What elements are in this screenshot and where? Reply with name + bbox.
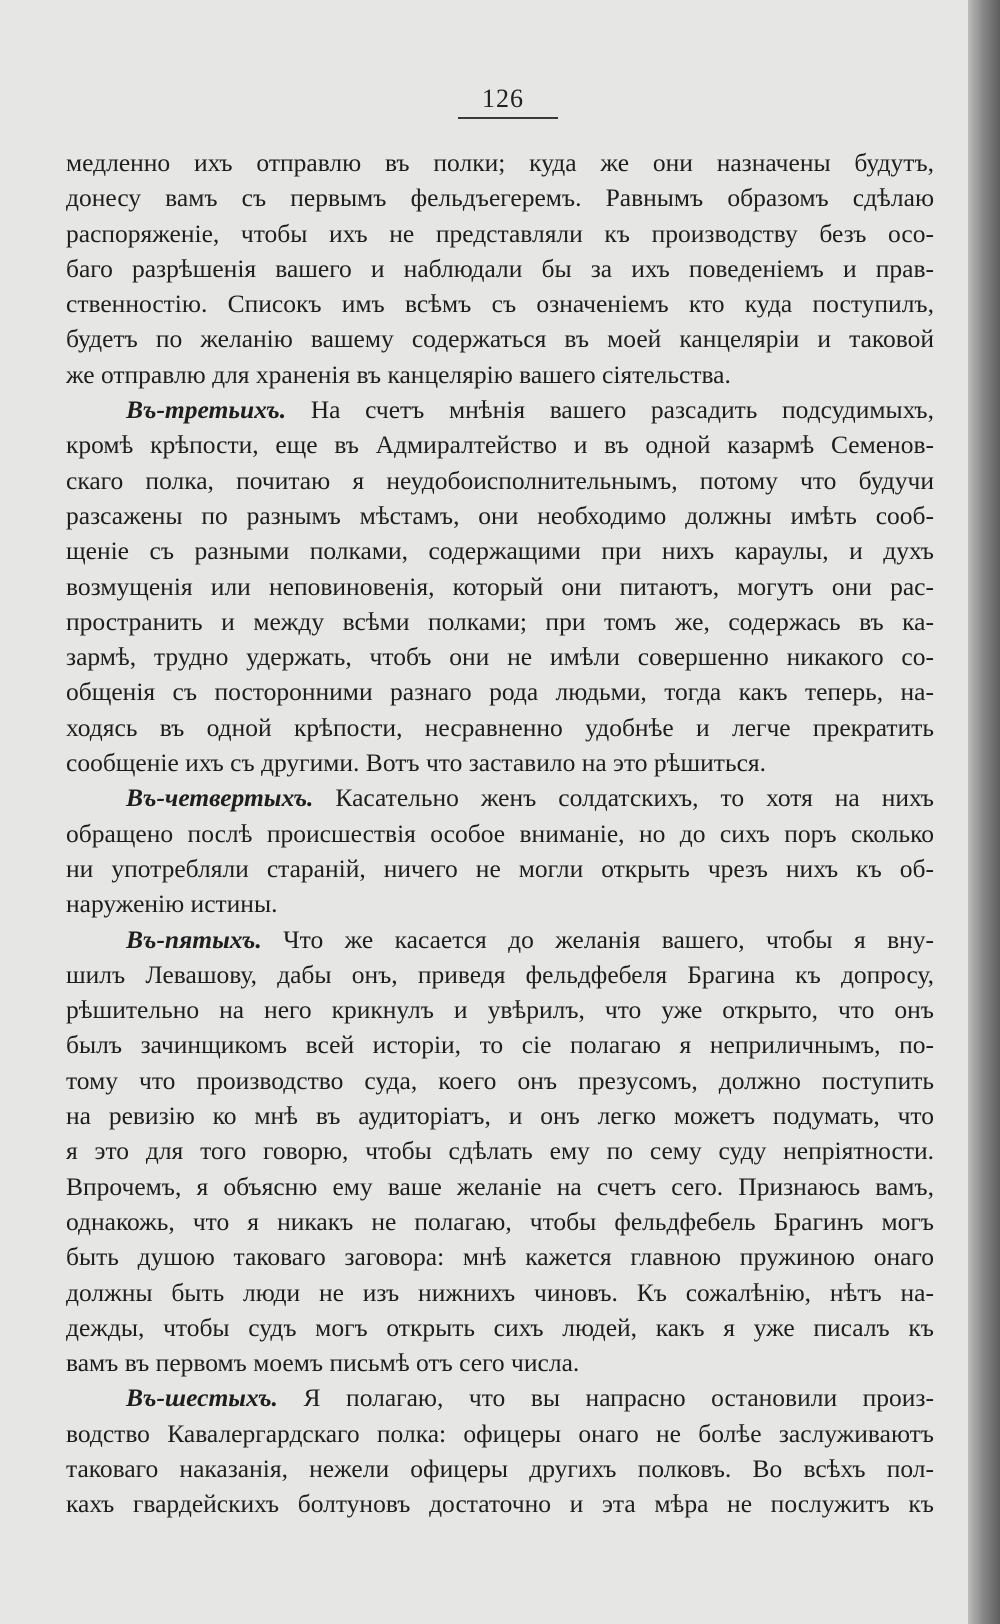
text-line: таковаго наказанія, нежели офицеры другихъ полковъ. Во всѣхъ пол- (66, 1453, 934, 1483)
text-line: шилъ Левашову, дабы онъ, приведя фельдфебеля Брагина къ допросу, (66, 959, 934, 989)
text-line: водство Кавалергардскаго полка: офицеры онаго не болѣе заслуживаютъ (66, 1418, 934, 1448)
text-line: вамъ въ первомъ моемъ письмѣ отъ сего числа. (66, 1348, 580, 1378)
body-text (66, 145, 934, 1522)
text-line: же отправлю для храненія въ канцелярію вашего сіятельства. (66, 359, 731, 389)
text-line: скаго полка, почитаю я неудобоисполнительнымъ, потому что будучи (66, 465, 934, 495)
text-line: дежды, чтобы судъ могъ открыть сихъ людей, какъ я уже писалъ къ (66, 1312, 934, 1342)
text-line: общенія съ посторонними разнаго рода людьми, тогда какъ теперь, на- (66, 677, 934, 707)
paragraph-start (66, 392, 934, 427)
paragraph-lead: Въ-четвертыхъ. (126, 783, 314, 813)
text-line: распоряженіе, чтобы ихъ не представляли къ производству безъ осо- (66, 218, 934, 248)
text-line: кромѣ крѣпости, еще въ Адмиралтейство и въ одной казармѣ Семенов- (66, 430, 934, 460)
paragraph-text: На счетъ мнѣнія вашего разсадить подсудимыхъ, (286, 395, 934, 425)
text-line: зармѣ, трудно удержать, чтобъ они не имѣли совершенно никакого со- (66, 642, 934, 672)
paragraph-text: Касательно женъ солдатскихъ, то хотя на нихъ (313, 783, 934, 813)
text-line: ходясь въ одной крѣпости, несравненно удобнѣе и легче прекратить (66, 712, 934, 742)
text-line: будетъ по желанію вашему содержаться въ моей канцеляріи и таковой (66, 324, 934, 354)
paragraph-start (66, 922, 934, 957)
text-line: должны быть люди не изъ нижнихъ чиновъ. Къ сожалѣнію, нѣтъ на- (66, 1277, 934, 1307)
text-line: быть душою таковаго заговора: мнѣ кажется главною пружиною онаго (66, 1242, 934, 1272)
text-line: ни употребляли стараній, ничего не могли открыть чрезъ нихъ къ об- (66, 853, 934, 883)
text-line: щеніе съ разными полками, содержащими при нихъ караулы, и духъ (66, 536, 934, 566)
text-line: кахъ гвардейскихъ болтуновъ достаточно и эта мѣра не послужитъ къ (66, 1489, 934, 1519)
page-number: 126 (482, 84, 524, 113)
text-line: Впрочемъ, я объясню ему ваше желаніе на счетъ сего. Признаюсь вамъ, (66, 1171, 934, 1201)
text-line: пространить и между всѣми полками; при томъ же, содержась въ ка- (66, 606, 934, 636)
paragraph-start (66, 1380, 934, 1415)
text-line: обращено послѣ происшествія особое вниманіе, но до сихъ поръ сколько (66, 818, 934, 848)
text-line: баго разрѣшенія вашего и наблюдали бы за ихъ поведеніемъ и прав- (66, 253, 934, 283)
text-line: на ревизію ко мнѣ въ аудиторіатъ, и онъ легко можетъ подумать, что (66, 1101, 934, 1131)
paragraph-lead: Въ-третьихъ. (126, 395, 287, 425)
paragraph-text: Что же касается до желанія вашего, чтобы я вну- (261, 924, 934, 954)
text-line: былъ зачинщикомъ всей исторіи, то сіе полагаю я неприличнымъ, по- (66, 1030, 934, 1060)
text-line: наруженію истины. (66, 889, 278, 919)
text-line: ственностію. Списокъ имъ всѣмъ съ означеніемъ кто куда поступилъ, (66, 289, 934, 319)
paragraph-text: Я полагаю, что вы напрасно остановили произ- (277, 1383, 934, 1413)
page-number-rule (458, 117, 558, 119)
paragraph-lead: Въ-шестыхъ. (126, 1383, 278, 1413)
text-line: сообщеніе ихъ съ другими. Вотъ что заставило на это рѣшиться. (66, 748, 767, 778)
text-line: возмущенія или неповиновенія, который они питаютъ, могутъ они рас- (66, 571, 934, 601)
text-line: медленно ихъ отправлю въ полки; куда же они назначены будутъ, (66, 148, 934, 177)
text-line: я это для того говорю, чтобы сдѣлать ему по сему суду непріятности. (66, 1136, 934, 1166)
text-line: однакожь, что я никакъ не полагаю, чтобы фельдфебель Брагинъ могъ (66, 1206, 934, 1236)
page-edge-shadow (968, 0, 1000, 1624)
text-line: разсажены по разнымъ мѣстамъ, они необходимо должны имѣть сооб- (66, 500, 934, 530)
text-line: тому что производство суда, коего онъ презусомъ, должно поступить (66, 1065, 934, 1095)
paragraph-lead: Въ-пятыхъ. (126, 924, 262, 954)
paragraph-start (66, 780, 934, 815)
text-line: рѣшительно на него крикнулъ и увѣрилъ, что уже открыто, что онъ (66, 995, 934, 1025)
text-line: донесу вамъ съ первымъ фельдъегеремъ. Равнымъ образомъ сдѣлаю (66, 183, 934, 213)
